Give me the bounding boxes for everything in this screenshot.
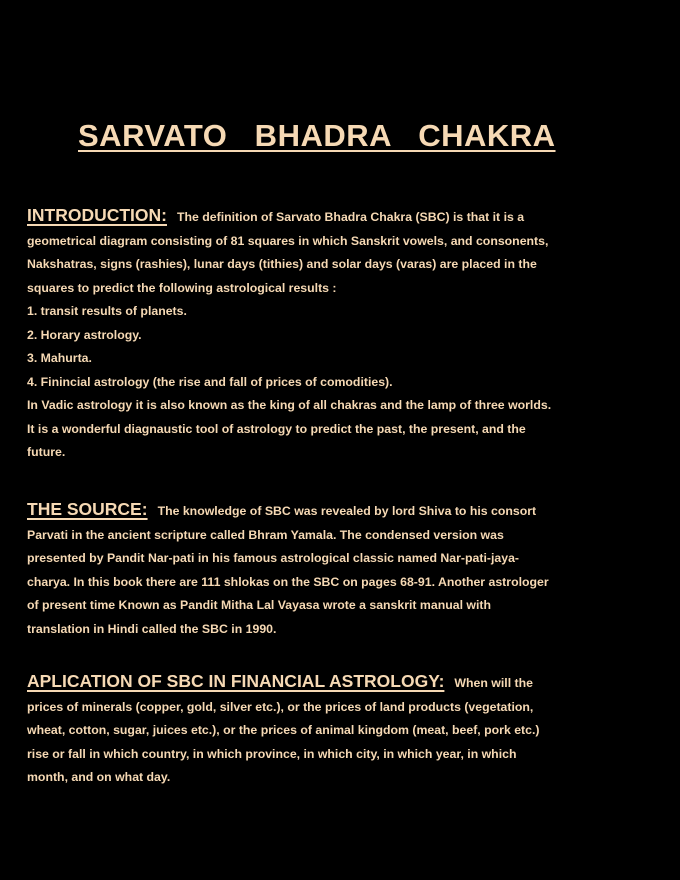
source-line: translation in Hindi called the SBC in 1990. <box>27 621 277 636</box>
source-section <box>27 498 627 641</box>
introduction-list-item: 2. Horary astrology. <box>27 327 142 342</box>
source-line: Parvati in the ancient scripture called Bhram Yamala. The condensed version was <box>27 527 504 542</box>
application-heading: APLICATION OF SBC IN FINANCIAL ASTROLOGY: <box>27 671 445 691</box>
introduction-list-item: 3. Mahurta. <box>27 351 92 365</box>
introduction-line: future. <box>27 445 66 459</box>
introduction-line: geometrical diagram consisting of 81 squares in which Sanskrit vowels, and consonents, <box>27 233 549 248</box>
introduction-heading: INTRODUCTION: <box>27 205 167 225</box>
source-first-line <box>27 498 627 524</box>
introduction-list-item: 1. transit results of planets. <box>27 304 187 318</box>
application-line: rise or fall in which country, in which province, in which city, in which year, in which <box>27 746 517 761</box>
introduction-lead-text: The definition of Sarvato Bhadra Chakra (SBC) is that it is a <box>176 210 525 224</box>
source-line: presented by Pandit Nar-pati in his famous astrological classic named Nar-pati-jaya- <box>27 551 520 565</box>
application-line: wheat, cotton, sugar, juices etc.), or the prices of animal kingdom (meat, beef, pork etc.) <box>27 723 540 737</box>
introduction-first-line <box>27 204 627 230</box>
introduction-section <box>27 204 627 465</box>
page-title: SARVATO BHADRA CHAKRA <box>78 118 556 153</box>
source-line: of present time Known as Pandit Mitha Lal Vayasa wrote a sanskrit manual with <box>27 598 491 612</box>
application-section <box>27 670 627 790</box>
source-lead-text: The knowledge of SBC was revealed by lord Shiva to his consort <box>157 504 537 518</box>
application-line: month, and on what day. <box>27 770 171 784</box>
application-line: prices of minerals (copper, gold, silver etc.), or the prices of land products (vegetation, <box>27 699 534 714</box>
source-heading: THE SOURCE: <box>27 499 148 519</box>
introduction-line: It is a wonderful diagnaustic tool of astrology to predict the past, the present, and the <box>27 421 526 436</box>
introduction-line: In Vadic astrology it is also known as the king of all chakras and the lamp of three worlds. <box>27 398 552 412</box>
application-lead-text: When will the <box>454 676 533 690</box>
introduction-list-item: 4. Finincial astrology (the rise and fall of prices of comodities). <box>27 374 393 389</box>
introduction-line: Nakshatras, signs (rashies), lunar days (tithies) and solar days (varas) are placed in the <box>27 257 537 271</box>
introduction-line: squares to predict the following astrological results : <box>27 280 337 295</box>
application-first-line <box>27 670 627 696</box>
source-line: charya. In this book there are 111 shlokas on the SBC on pages 68-91. Another astrologer <box>27 574 549 589</box>
